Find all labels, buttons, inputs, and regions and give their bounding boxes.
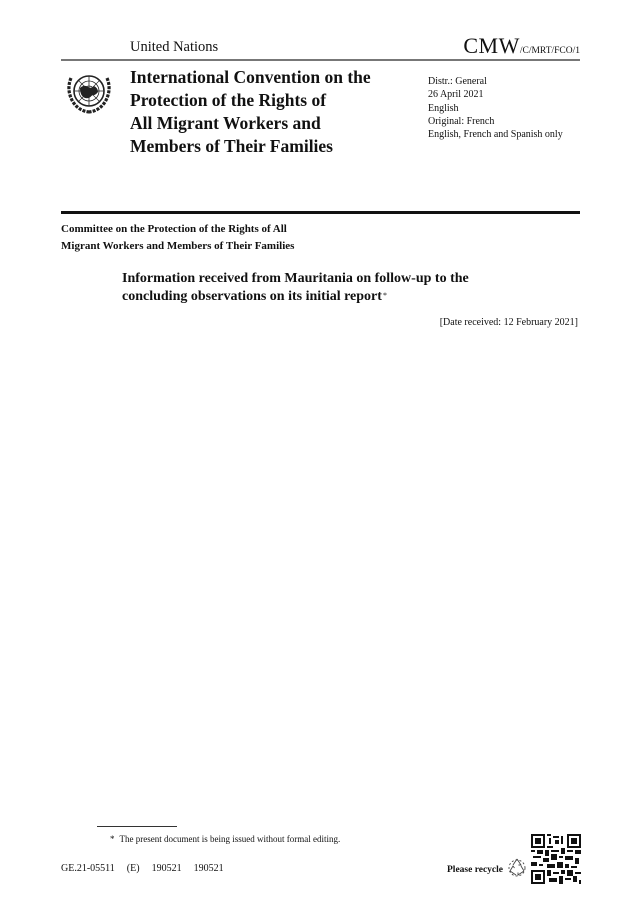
document-title (122, 270, 542, 305)
ge-number: GE.21-05511 (61, 863, 115, 874)
footnote-mark: * (110, 834, 115, 844)
footnote-reference[interactable]: * (382, 291, 387, 300)
original-language: Original: French (428, 115, 495, 127)
footnote-rule (97, 826, 177, 827)
language-code: (E) (126, 863, 140, 874)
date-received: [Date received: 12 February 2021] (439, 317, 578, 328)
document-title-line: concluding observations on its initial report (122, 289, 382, 304)
convention-title-line: International Convention on the (130, 67, 371, 87)
organization-name: United Nations (130, 39, 219, 55)
committee-line: Migrant Workers and Members of Their Families (61, 240, 295, 252)
symbol-suffix: /C/MRT/FCO/1 (519, 46, 580, 56)
date-code: 190521 (151, 863, 182, 874)
section-rule (61, 211, 580, 214)
recycle-label: Please recycle (447, 865, 503, 875)
symbol-main: CMW (463, 33, 520, 58)
document-title-line: Information received from Mauritania on follow-up to the (122, 271, 469, 286)
un-emblem-icon (62, 66, 116, 120)
committee-line: Committee on the Protection of the Rights of All (61, 223, 287, 235)
document-symbol (463, 33, 580, 59)
convention-title-line: All Migrant Workers and (130, 113, 321, 133)
date-code: 190521 (193, 863, 224, 874)
convention-title-line: Members of Their Families (130, 136, 333, 156)
footnote-text: The present document is being issued without formal editing. (119, 834, 341, 844)
distribution-line: Distr.: General (428, 76, 487, 87)
language: English (428, 102, 459, 114)
issue-date: 26 April 2021 (428, 89, 484, 101)
ge-code (61, 863, 236, 874)
qr-code-icon (531, 834, 581, 884)
recycle-icon (506, 856, 528, 878)
available-languages: English, French and Spanish only (428, 129, 563, 141)
footnote (110, 834, 340, 844)
header-rule (61, 59, 580, 61)
convention-title-line: Protection of the Rights of (130, 90, 327, 110)
distribution-info (428, 75, 563, 141)
convention-title (130, 66, 410, 158)
committee-name (61, 221, 294, 255)
